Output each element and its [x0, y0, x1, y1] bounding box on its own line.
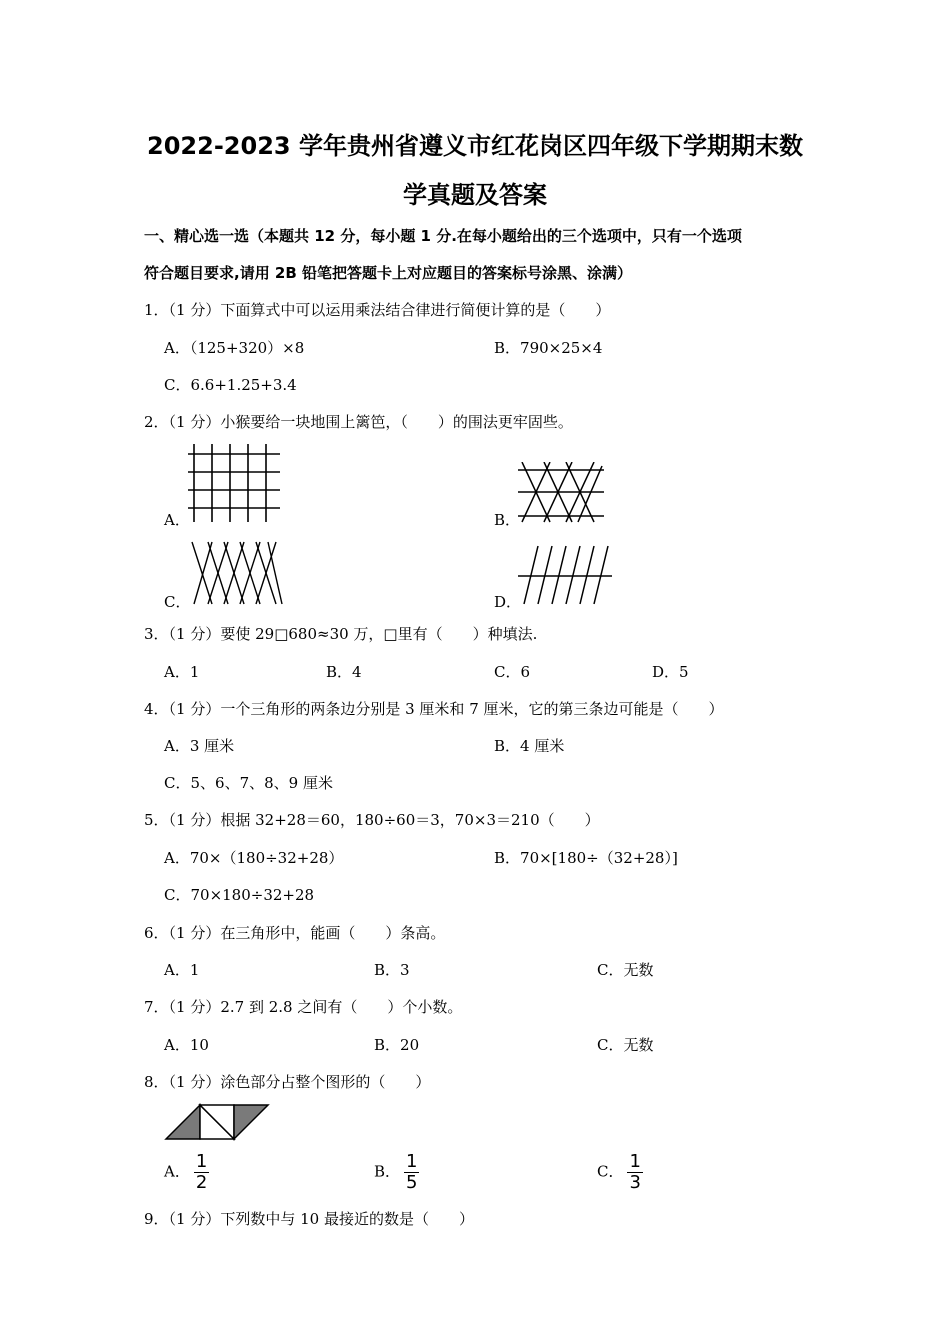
question-1-option-b[interactable]: B．790×25×4: [494, 339, 603, 357]
option-label: B．: [374, 1162, 401, 1181]
question-2-option-c[interactable]: C．: [164, 593, 191, 611]
slanted-parallel-fence-icon: [516, 544, 614, 606]
question-2-option-a[interactable]: A．: [164, 511, 190, 529]
triangle-lattice-fence-icon: [516, 462, 606, 524]
fraction-denominator: 5: [406, 1172, 418, 1193]
question-1-stem: 1．（1 分）下面算式中可以运用乘法结合律进行简便计算的是（ ）: [144, 301, 611, 319]
question-6-option-c[interactable]: C．无数: [597, 961, 654, 979]
question-6-stem: 6．（1 分）在三角形中，能画（ ）条高。: [144, 924, 446, 942]
fraction-numerator: 1: [195, 1151, 208, 1172]
question-8-option-c[interactable]: [597, 1152, 643, 1193]
section-header-line2: 符合题目要求,请用 2B 铅笔把答题卡上对应题目的答案标号涂黑、涂满）: [144, 264, 633, 282]
question-5-option-c[interactable]: C．70×180÷32+28: [164, 886, 315, 904]
question-5-option-b[interactable]: B．70×[180÷（32+28）]: [494, 849, 678, 867]
question-3-option-b[interactable]: B．4: [326, 663, 362, 681]
option-label: A．: [164, 1162, 190, 1181]
fraction-numerator: 1: [629, 1151, 641, 1172]
question-4-option-c[interactable]: C．5、6、7、8、9 厘米: [164, 774, 333, 792]
question-7-option-a[interactable]: A．10: [164, 1036, 209, 1054]
question-4-option-b[interactable]: B．4 厘米: [494, 737, 565, 755]
question-2-stem: 2．（1 分）小猴要给一块地围上篱笆，（ ）的围法更牢固些。: [144, 413, 573, 431]
question-6-option-b[interactable]: B．3: [374, 961, 410, 979]
fraction-denominator: 2: [195, 1172, 208, 1193]
question-2-option-b[interactable]: B．: [494, 511, 521, 529]
question-8-stem: 8．（1 分）涂色部分占整个图形的（ ）: [144, 1073, 431, 1091]
question-3-option-a[interactable]: A．1: [164, 663, 200, 681]
option-label: C．: [597, 1162, 624, 1181]
section-header-line1: 一、精心选一选（本题共 12 分，每小题 1 分.在每小题给出的三个选项中，只有一个选项: [144, 227, 742, 245]
question-4-option-a[interactable]: A．3 厘米: [164, 737, 235, 755]
question-3-stem: 3．（1 分）要使 29□680≈30 万，□里有（ ）种填法.: [144, 625, 538, 643]
shaded-parallelogram-icon: [164, 1103, 272, 1141]
question-4-stem: 4．（1 分）一个三角形的两条边分别是 3 厘米和 7 厘米，它的第三条边可能是（ ）: [144, 700, 724, 718]
question-5-stem: 5．（1 分）根据 32+28＝60，180÷60＝3，70×3＝210（ ）: [144, 811, 600, 829]
question-8-option-a[interactable]: [164, 1152, 209, 1193]
square-grid-fence-icon: [188, 444, 282, 524]
fraction-denominator: 3: [629, 1172, 641, 1193]
page-title-line1: 2022-2023 学年贵州省遵义市红花岗区四年级下学期期末数: [147, 132, 803, 160]
page-title-line2: 学真题及答案: [403, 181, 547, 209]
question-1-option-a[interactable]: A．（125+320）×8: [164, 339, 305, 357]
question-8-option-b[interactable]: [374, 1152, 419, 1193]
question-7-stem: 7．（1 分）2.7 到 2.8 之间有（ ）个小数。: [144, 998, 463, 1016]
fraction-numerator: 1: [406, 1151, 418, 1172]
question-6-option-a[interactable]: A．1: [164, 961, 200, 979]
fraction: [404, 1152, 419, 1193]
fraction: [194, 1152, 209, 1193]
question-3-option-c[interactable]: C．6: [494, 663, 531, 681]
question-3-option-d[interactable]: D．5: [652, 663, 689, 681]
fraction: [627, 1152, 642, 1193]
question-1-option-c[interactable]: C．6.6+1.25+3.4: [164, 376, 297, 394]
question-7-option-b[interactable]: B．20: [374, 1036, 420, 1054]
crossed-diagonal-fence-icon: [188, 540, 286, 606]
question-7-option-c[interactable]: C．无数: [597, 1036, 654, 1054]
question-9-stem: 9．（1 分）下列数中与 10 最接近的数是（ ）: [144, 1210, 474, 1228]
question-5-option-a[interactable]: A．70×（180÷32+28）: [164, 849, 344, 867]
question-2-option-d[interactable]: D．: [494, 593, 522, 611]
